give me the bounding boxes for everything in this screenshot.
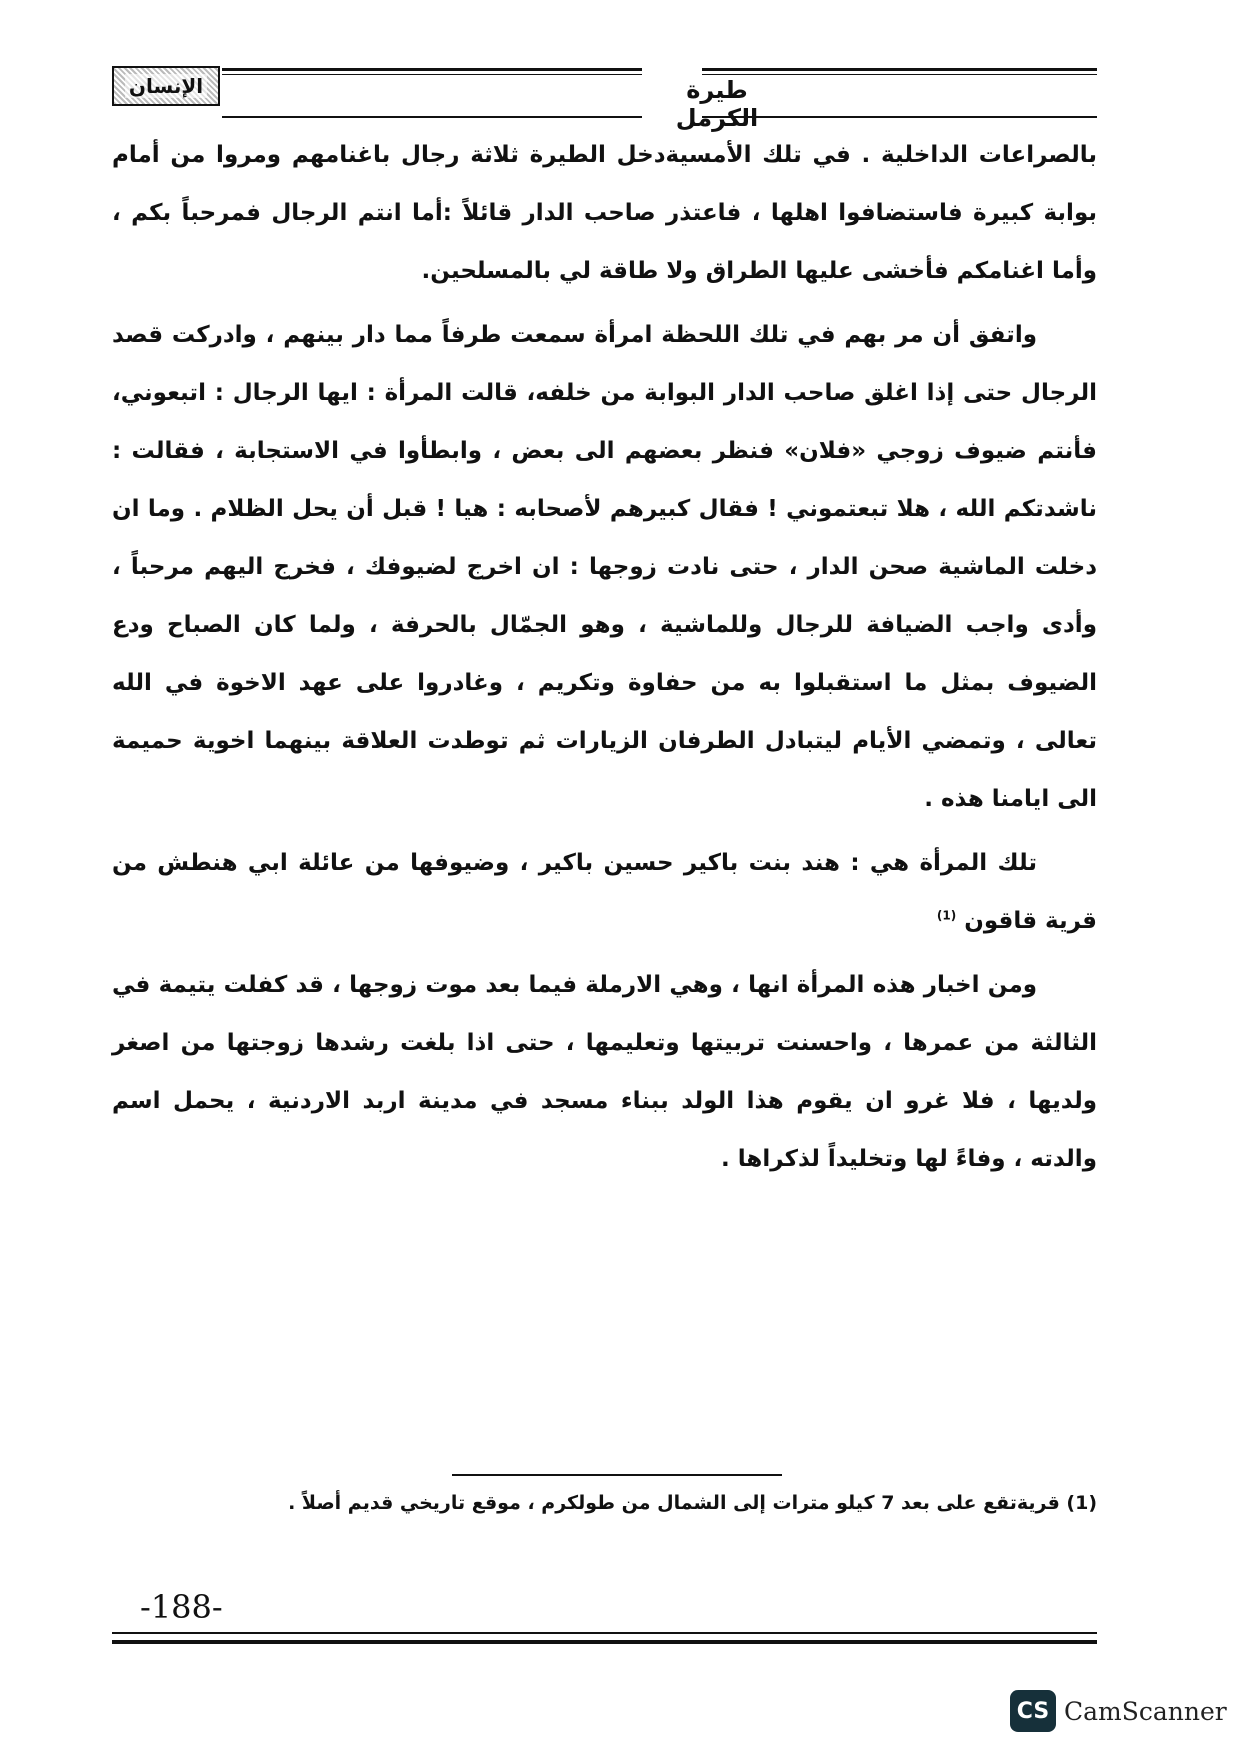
page-number: -188- — [140, 1588, 223, 1626]
footer-rule-thick — [112, 1640, 1097, 1644]
footnote: (1) قريةتقع على بعد 7 كيلو مترات إلى الشمال من طولكرم ، موقع تاريخي قديم أصلاً . — [288, 1492, 1097, 1514]
camscanner-watermark — [1010, 1690, 1227, 1732]
header-rule-right — [702, 68, 1097, 75]
section-tag — [112, 66, 220, 106]
paragraph-3-text: تلك المرأة هي : هند بنت باكير حسين باكير ، وضيوفها من عائلة ابي هنطش من قرية قاقون — [112, 850, 1097, 934]
footnote-separator — [452, 1474, 782, 1476]
camscanner-logo-icon: CS — [1010, 1690, 1056, 1732]
book-title: طيرة الكرمل — [675, 76, 759, 132]
section-tag-label: الإنسان — [125, 74, 207, 98]
paragraph-3 — [112, 834, 1097, 950]
paragraph-1: بالصراعات الداخلية . في تلك الأمسيةدخل الطيرة ثلاثة رجال باغنامهم ومروا من أمام بوابة كبيرة فاستضافوا اهلها ، فاعتذر صاحب الدار قائلاً :أما انتم الرجال فمرحباً بكم ، وأما اغنامكم فأخشى عليها الطراق ولا طاقة لي بالمسلحين. — [112, 142, 1097, 284]
footer-rule — [112, 1632, 1097, 1634]
paragraph-4: ومن اخبار هذه المرأة انها ، وهي الارملة فيما بعد موت زوجها ، قد كفلت يتيمة في الثالثة من عمرها ، واحسنت تربيتها وتعليمها ، حتى اذا بلغت رشدها زوجتها من اصغر ولديها ، فلا غرو ان يقوم هذا الولد ببناء مسجد في مدينة اربد الاردنية ، يحمل اسم والدته ، وفاءً لها وتخليداً لذكراها . — [112, 972, 1097, 1172]
header-rule-left — [222, 68, 642, 75]
paragraph-2: واتفق أن مر بهم في تلك اللحظة امرأة سمعت طرفاً مما دار بينهم ، وادركت قصد الرجال حتى إذا اغلق صاحب الدار البوابة من خلفه، قالت المرأة : ايها الرجال : اتبعوني، فأنتم ضيوف زوجي «فلان» فنظر بعضهم الى بعض ، وابطأوا في الاستجابة ، فقالت : ناشدتكم الله ، هلا تبعتموني ! فقال كبيرهم لأصحابه : هيا ! قبل أن يحل الظلام . وما ان دخلت الماشية صحن الدار ، حتى نادت زوجها : ان اخرج لضيوفك ، فخرج اليهم مرحباً ، وأدى واجب الضيافة للرجال وللماشية ، وهو الجمّال بالحرفة ، ولما كان الصباح ودع الضيوف بمثل ما استقبلوا به من حفاوة وتكريم ، وغادروا على عهد الاخوة في الله تعالى ، وتمضي الأيام ليتبادل الطرفان الزيارات ثم توطدت العلاقة بينهما اخوية حميمة الى ايامنا هذه . — [112, 322, 1097, 812]
page-header — [112, 60, 1097, 132]
camscanner-name: CamScanner — [1064, 1696, 1227, 1726]
header-rule-left-lower — [222, 116, 642, 118]
main-text — [112, 126, 1097, 1188]
footnote-reference: (1) — [936, 908, 957, 923]
